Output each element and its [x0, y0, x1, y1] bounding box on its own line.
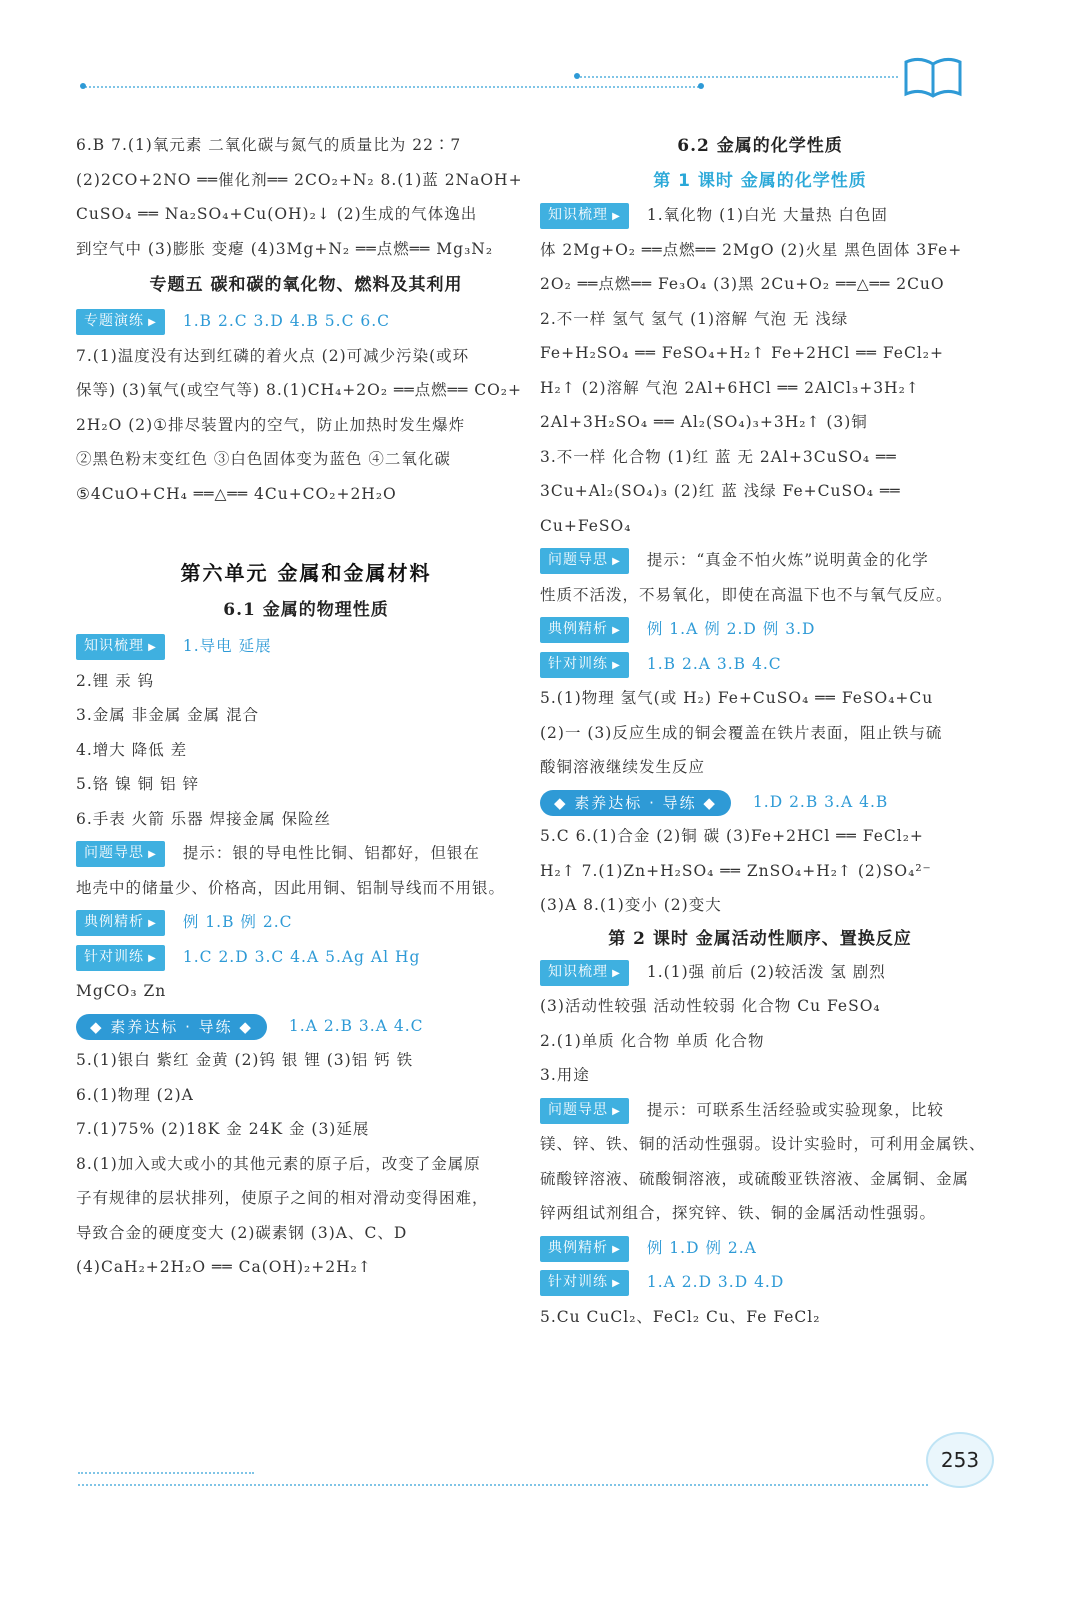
hint-line: 地壳中的储量少、价格高，因此用铜、铝制导线而不用银。 [76, 878, 506, 897]
answer-line: (2)2CO+2NO ══催化剂══ 2CO₂+N₂ 8.(1)蓝 2NaOH+ [76, 170, 523, 189]
hint-line: 性质不活泼，不易氧化，即使在高温下也不与氧气反应。 [540, 585, 953, 604]
hint-text: 提示：银的导电性比铜、铝都好，但银在 [182, 844, 480, 862]
answer-line: (2)一 (3)反应生成的铜会覆盖在铁片表面，阻止铁与硫 [540, 723, 943, 742]
section-tag: 专题演练 ▶ [76, 309, 165, 335]
left-column [76, 128, 536, 1285]
answer-text: 1.C 2.D 3.C 4.A 5.Ag Al Hg [182, 947, 421, 966]
answer-line: 导致合金的硬度变大 (2)碳素钢 (3)A、C、D [76, 1223, 408, 1242]
answer-line: H₂↑ (2)溶解 气泡 2Al+6HCl ══ 2AlCl₃+3H₂↑ [540, 378, 920, 397]
answer-line: Fe+H₂SO₄ ══ FeSO₄+H₂↑ Fe+2HCl ══ FeCl₂+ [540, 344, 944, 362]
hint-line: 锌两组试剂组合，探究锌、铁、铜的金属活动性强弱。 [540, 1204, 937, 1222]
section-tag: 知识梳理 ▶ [76, 634, 165, 660]
topic5-title: 专题五 碳和碳的氧化物、燃料及其利用 [149, 275, 463, 295]
header-dot [698, 83, 704, 89]
answer-line: ⑤4CuO+CH₄ ══△══ 4Cu+CO₂+2H₂O [76, 484, 397, 503]
header-dotted-line [82, 86, 702, 88]
section-title: 6.2 金属的化学性质 [677, 136, 843, 156]
answer-line: 7.(1)75% (2)18K 金 24K 金 (3)延展 [76, 1120, 370, 1138]
answer-line: CuSO₄ ══ Na₂SO₄+Cu(OH)₂↓ (2)生成的气体逸出 [76, 205, 478, 223]
answer-text: 1.A 2.D 3.D 4.D [646, 1273, 785, 1291]
answer-line: Cu+FeSO₄ [540, 516, 632, 535]
answer-line: 5.(1)银白 紫红 金黄 (2)钨 银 锂 (3)铝 钙 铁 [76, 1051, 414, 1069]
section-tag: 针对训练 ▶ [540, 652, 629, 678]
answer-line: 3Cu+Al₂(SO₄)₃ (2)红 蓝 浅绿 Fe+CuSO₄ ══ [540, 482, 901, 500]
section-tag: 典例精析 ▶ [540, 1236, 629, 1262]
section-tag: 针对训练 ▶ [540, 1270, 629, 1296]
answer-line: 7.(1)温度没有达到红磷的着火点 (2)可减少污染(或环 [76, 346, 470, 365]
answer-line: 3.不一样 化合物 (1)红 蓝 无 2Al+3CuSO₄ ══ [540, 447, 897, 466]
hint-text: 提示：“真金不怕火炼”说明黄金的化学 [646, 551, 929, 569]
answer-line: 酸铜溶液继续发生反应 [540, 758, 706, 776]
answer-text: 例 1.B 例 2.C [182, 913, 293, 931]
lesson-title: 第 2 课时 金属活动性顺序、置换反应 [608, 928, 912, 949]
answer-text: 1.B 2.C 3.D 4.B 5.C 6.C [182, 312, 391, 330]
answer-text: 1.B 2.A 3.B 4.C [646, 654, 782, 673]
section-tag: 问题导思 ▶ [540, 548, 629, 574]
footer-dotted-line [78, 1472, 254, 1474]
answer-line: 6.(1)物理 (2)A [76, 1085, 194, 1104]
answer-line: (3)活动性较强 活动性较弱 化合物 Cu FeSO₄ [540, 997, 881, 1015]
answer-line: 4.增大 降低 差 [76, 740, 188, 759]
lesson-title: 第 1 课时 金属的化学性质 [653, 171, 867, 191]
answer-line: 体 2Mg+O₂ ══点燃══ 2MgO (2)火星 黑色固体 3Fe+ [540, 240, 963, 259]
section-tag: 知识梳理 ▶ [540, 960, 629, 986]
section-pill: ◆ 素养达标 · 导练 ◆ [540, 790, 731, 816]
answer-line: 2O₂ ══点燃══ Fe₃O₄ (3)黑 2Cu+O₂ ══△══ 2CuO [540, 275, 945, 293]
section-tag: 典例精析 ▶ [540, 617, 629, 643]
answer-text: 例 1.A 例 2.D 例 3.D [646, 620, 816, 638]
header-dot [80, 83, 86, 89]
footer-dotted-line [78, 1484, 928, 1486]
answer-line: 6.B 7.(1)氧元素 二氧化碳与氮气的质量比为 22∶7 [76, 136, 462, 154]
answer-line: ②黑色粉末变红色 ③白色固体变为蓝色 ④二氧化碳 [76, 450, 451, 468]
answer-line: 5.C 6.(1)合金 (2)铜 碳 (3)Fe+2HCl ══ FeCl₂+ [540, 827, 924, 845]
answer-line: H₂↑ 7.(1)Zn+H₂SO₄ ══ ZnSO₄+H₂↑ (2)SO₄²⁻ [540, 861, 932, 880]
answer-line: 6.手表 火箭 乐器 焊接金属 保险丝 [76, 809, 331, 828]
section-tag: 问题导思 ▶ [76, 841, 165, 867]
answer-line: 2.锂 汞 钨 [76, 671, 155, 690]
hint-line: 镁、锌、铁、铜的活动性强弱。设计实验时，可利用金属铁、 [540, 1135, 986, 1153]
answer-line: 5.Cu CuCl₂、FeCl₂ Cu、Fe FeCl₂ [540, 1307, 821, 1326]
hint-line: 硫酸锌溶液、硫酸铜溶液，或硫酸亚铁溶液、金属铜、金属 [540, 1169, 970, 1188]
section-tag: 典例精析 ▶ [76, 910, 165, 936]
answer-line: (3)A 8.(1)变小 (2)变大 [540, 896, 722, 914]
answer-line: 2Al+3H₂SO₄ ══ Al₂(SO₄)₃+3H₂↑ (3)铜 [540, 413, 868, 431]
page-number: 253 [926, 1432, 994, 1488]
header-dot [574, 73, 580, 79]
open-book-icon [902, 54, 964, 100]
answer-line: 5.铬 镍 铜 铝 锌 [76, 775, 199, 793]
right-column [540, 128, 986, 1334]
section-tag: 知识梳理 ▶ [540, 203, 629, 229]
answer-line: 子有规律的层状排列，使原子之间的相对滑动变得困难， [76, 1189, 489, 1207]
answer-line: 5.(1)物理 氢气(或 H₂) Fe+CuSO₄ ══ FeSO₄+Cu [540, 689, 934, 707]
answer-line: 保等) (3)氧气(或空气等) 8.(1)CH₄+2O₂ ══点燃══ CO₂+ [76, 381, 523, 399]
answer-text: 例 1.D 例 2.A [646, 1238, 757, 1257]
answer-line: 2.不一样 氢气 氢气 (1)溶解 气泡 无 浅绿 [540, 309, 849, 328]
unit-title: 第六单元 金属和金属材料 [180, 561, 432, 585]
answer-text: 1.A 2.B 3.A 4.C [288, 1016, 424, 1035]
answer-line: 8.(1)加入或大或小的其他元素的原子后，改变了金属原 [76, 1154, 481, 1173]
hint-text: 提示：可联系生活经验或实验现象，比较 [646, 1100, 944, 1119]
answer-line: 到空气中 (3)膨胀 变瘪 (4)3Mg+N₂ ══点燃══ Mg₃N₂ [76, 239, 494, 258]
answer-text: 1.(1)强 前后 (2)较活泼 氢 剧烈 [646, 962, 886, 981]
answer-text: 1.氧化物 (1)白光 大量热 白色固 [646, 206, 888, 224]
answer-line: 3.金属 非金属 金属 混合 [76, 706, 260, 724]
section-tag: 问题导思 ▶ [540, 1098, 629, 1124]
section-tag: 针对训练 ▶ [76, 945, 165, 971]
answer-text: 1.D 2.B 3.A 4.B [752, 792, 889, 811]
answer-line: 2.(1)单质 化合物 单质 化合物 [540, 1031, 765, 1050]
answer-line: MgCO₃ Zn [76, 982, 167, 1000]
answer-line: 2H₂O (2)①排尽装置内的空气，防止加热时发生爆炸 [76, 415, 466, 434]
answer-line: 3.用途 [540, 1066, 590, 1084]
answer-text: 1.导电 延展 [182, 637, 272, 655]
section-pill: ◆ 素养达标 · 导练 ◆ [76, 1014, 267, 1040]
header-dotted-line-right [580, 76, 898, 78]
section-title: 6.1 金属的物理性质 [223, 600, 389, 620]
answer-line: (4)CaH₂+2H₂O ══ Ca(OH)₂+2H₂↑ [76, 1258, 372, 1276]
